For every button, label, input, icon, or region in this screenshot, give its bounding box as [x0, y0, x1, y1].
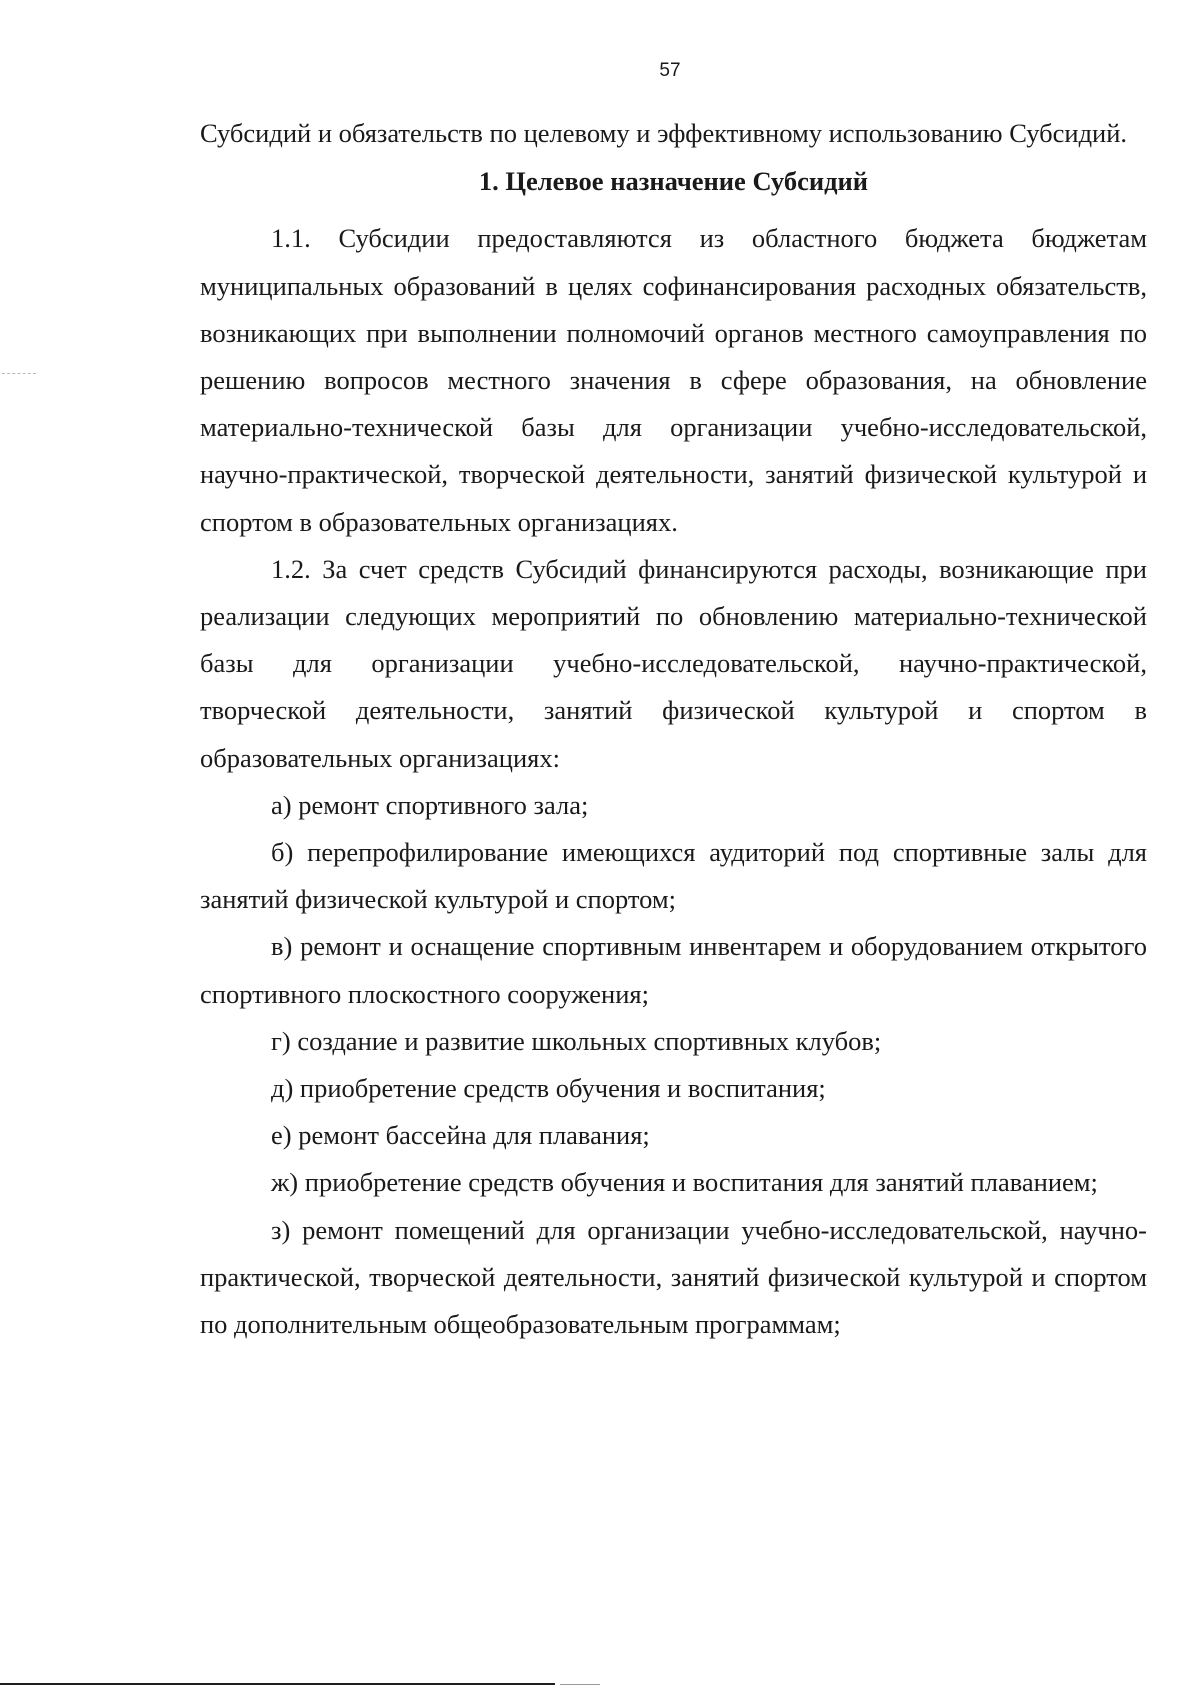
- list-item-v: в) ремонт и оснащение спортивным инвентарем и оборудованием открытого спортивного плоскостного сооружения;: [200, 931, 1147, 1009]
- paragraph-1-1: 1.1. Субсидии предоставляются из областного бюджета бюджетам муниципальных образований в целях софинансирования расходных обязательств, возникающих при выполнении полномочий органов местного самоуправления по решению вопросов местного значения в сфере образования, на обновление материально-технической базы для организации учебно-исследовательской, научно-практической, творческой деятельности, занятий физической культурой и спортом в образовательных организациях.: [200, 223, 1147, 537]
- list-item-zh: ж) приобретение средств обучения и воспитания для занятий плаванием;: [271, 1167, 1098, 1198]
- list-item-z: з) ремонт помещений для организации учебно-исследовательской, научно-практической, творческой деятельности, занятий физической культурой и спортом по дополнительным общеобразовательным программам;: [200, 1214, 1147, 1340]
- paragraph-1-2: 1.2. За счет средств Субсидий финансируются расходы, возникающие при реализации следующих мероприятий по обновлению материально-технической базы для организации учебно-исследовательской, научно-практической, творческой деятельности, занятий физической культурой и спортом в образовательных организациях:: [200, 553, 1147, 773]
- list-item-g: г) создание и развитие школьных спортивных клубов;: [271, 1025, 882, 1056]
- document-body: [200, 110, 1147, 1348]
- scan-margin-mark: [2, 373, 36, 375]
- scan-bottom-edge-line: [0, 1683, 555, 1685]
- list-item-a: а) ремонт спортивного зала;: [271, 789, 589, 820]
- list-item-b: б) перепрофилирование имеющихся аудиторий под спортивные залы для занятий физической культурой и спортом;: [200, 837, 1147, 915]
- page-number: 57: [659, 60, 681, 81]
- list-item-e: е) ремонт бассейна для плавания;: [271, 1120, 650, 1151]
- list-item-d: д) приобретение средств обучения и воспитания;: [271, 1073, 826, 1104]
- scan-bottom-edge-fragment: [560, 1684, 600, 1685]
- section-heading: 1. Целевое назначение Субсидий: [478, 166, 869, 197]
- intro-paragraph: Субсидий и обязательств по целевому и эффективному использованию Субсидий.: [200, 118, 1128, 148]
